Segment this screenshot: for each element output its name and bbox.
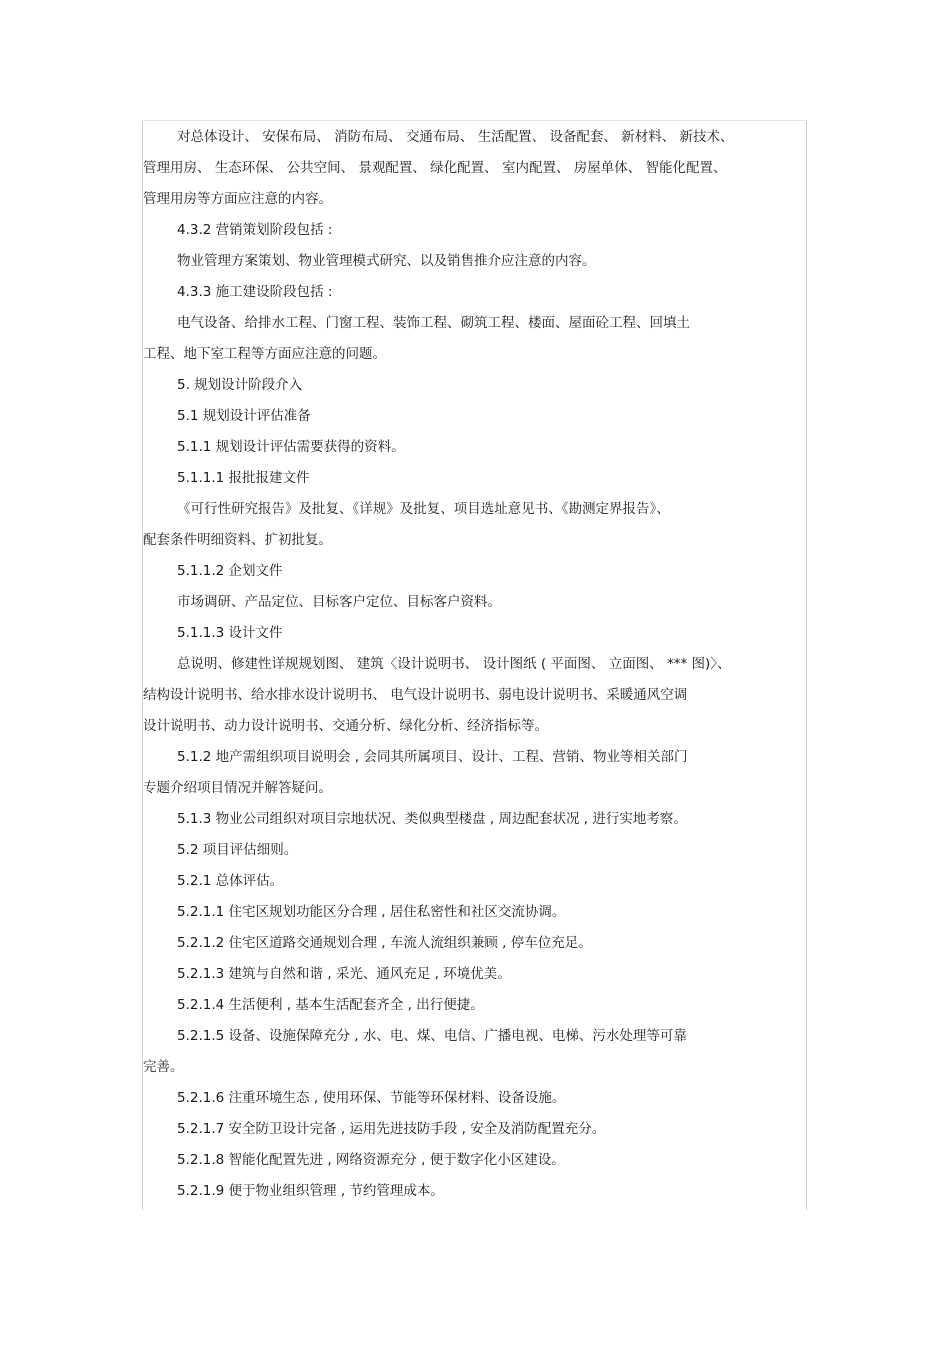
section-heading: 5.2.1.3 建筑与自然和谐 , 采光、通风充足 , 环境优美。 bbox=[177, 966, 511, 982]
section-heading: 5.1.3 物业公司组织对项目宗地状况、类似典型楼盘 , 周边配套状况 , 进行实地考察。 bbox=[177, 811, 687, 827]
text-line: 管理用房等方面应注意的内容。 bbox=[143, 191, 332, 207]
section-heading: 5.2.1 总体评估。 bbox=[177, 873, 284, 889]
section-heading: 5.1.2 地产需组织项目说明会 , 会同其所属项目、设计、工程、营销、物业等相关部门 bbox=[177, 749, 688, 765]
text-line: 完善。 bbox=[143, 1059, 184, 1075]
text-line: 市场调研、产品定位、目标客户定位、目标客户资料。 bbox=[177, 594, 501, 610]
section-heading: 5.1.1.1 报批报建文件 bbox=[177, 470, 310, 486]
section-heading: 5. 规划设计阶段介入 bbox=[177, 377, 303, 393]
section-heading: 4.3.3 施工建设阶段包括 : bbox=[177, 284, 333, 300]
section-heading: 5.2.1.6 注重环境生态 , 使用环保、节能等环保材料、设备设施。 bbox=[177, 1090, 566, 1106]
text-line: 对总体设计、 安保布局、 消防布局、 交通布局、 生活配置、 设备配套、 新材料、 新技术、 bbox=[177, 129, 734, 145]
text-line: 《可行性研究报告》及批复、《详规》及批复、项目选址意见书、《勘测定界报告》、 bbox=[177, 501, 670, 517]
section-heading: 4.3.2 营销策划阶段包括 : bbox=[177, 222, 333, 238]
section-heading: 5.2.1.4 生活便利 , 基本生活配套齐全 , 出行便捷。 bbox=[177, 997, 484, 1013]
document-body bbox=[143, 122, 811, 1207]
text-line: 管理用房、 生态环保、 公共空间、 景观配置、 绿化配置、 室内配置、 房屋单体、 智能化配置、 bbox=[143, 160, 727, 176]
text-line: 结构设计说明书、给水排水设计说明书、 电气设计说明书、弱电设计说明书、采暖通风空调 bbox=[143, 687, 688, 703]
text-line: 设计说明书、动力设计说明书、交通分析、绿化分析、经济指标等。 bbox=[143, 718, 548, 734]
section-heading: 5.1.1 规划设计评估需要获得的资料。 bbox=[177, 439, 405, 455]
section-heading: 5.1.1.2 企划文件 bbox=[177, 563, 283, 579]
text-line: 工程、地下室工程等方面应注意的问题。 bbox=[143, 346, 386, 362]
text-line: 配套条件明细资料、扩初批复。 bbox=[143, 532, 332, 548]
text-line: 电气设备、给排水工程、门窗工程、装饰工程、砌筑工程、楼面、屋面砼工程、回填土 bbox=[177, 315, 690, 331]
section-heading: 5.1.1.3 设计文件 bbox=[177, 625, 283, 641]
text-line: 总说明、修建性详规规划图、 建筑〈设计说明书、 设计图纸 ( 平面图、 立面图、 *** 图)〉、 bbox=[177, 656, 731, 672]
text-line: 物业管理方案策划、物业管理模式研究、以及销售推介应注意的内容。 bbox=[177, 253, 596, 269]
section-heading: 5.1 规划设计评估准备 bbox=[177, 408, 311, 424]
section-heading: 5.2.1.9 便于物业组织管理 , 节约管理成本。 bbox=[177, 1183, 444, 1199]
section-heading: 5.2.1.2 住宅区道路交通规划合理 , 车流人流组织兼顾 , 停车位充足。 bbox=[177, 935, 592, 951]
section-heading: 5.2.1.5 设备、设施保障充分 , 水、电、煤、电信、广播电视、电梯、污水处理等可靠 bbox=[177, 1028, 687, 1044]
text-line: 专题介绍项目情况并解答疑问。 bbox=[143, 780, 332, 796]
section-heading: 5.2.1.8 智能化配置先进 , 网络资源充分 , 便于数字化小区建设。 bbox=[177, 1152, 565, 1168]
section-heading: 5.2.1.1 住宅区规划功能区分合理 , 居住私密性和社区交流协调。 bbox=[177, 904, 566, 920]
section-heading: 5.2 项目评估细则。 bbox=[177, 842, 298, 858]
section-heading: 5.2.1.7 安全防卫设计完备 , 运用先进技防手段 , 安全及消防配置充分。 bbox=[177, 1121, 606, 1137]
